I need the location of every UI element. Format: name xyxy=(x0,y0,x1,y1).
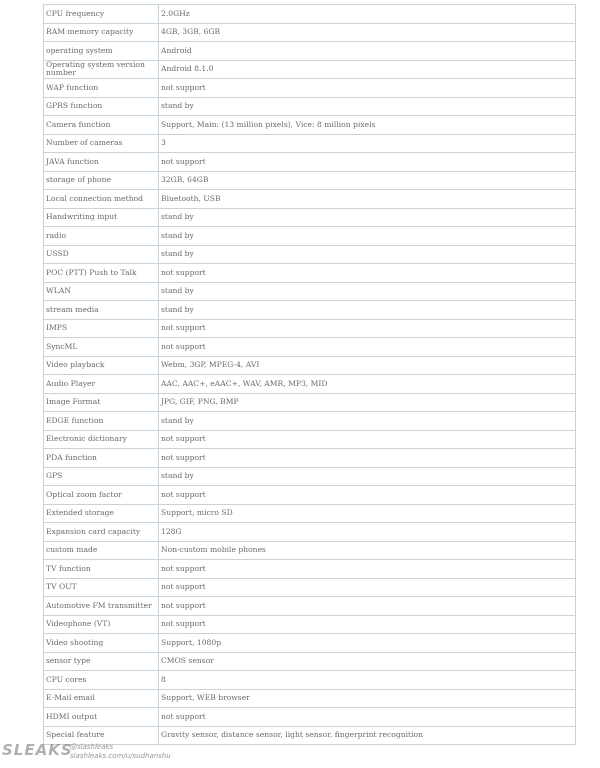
spec-label: USSD xyxy=(44,245,159,264)
spec-label: Handwriting input xyxy=(44,208,159,227)
spec-value: Support, WEB browser xyxy=(159,689,576,708)
spec-label: Image Format xyxy=(44,393,159,412)
spec-row xyxy=(44,153,576,172)
spec-value: not support xyxy=(159,597,576,616)
spec-label: GPRS function xyxy=(44,97,159,116)
spec-value: not support xyxy=(159,615,576,634)
spec-label: WLAN xyxy=(44,282,159,301)
spec-label: Expansion card capacity xyxy=(44,523,159,542)
spec-row xyxy=(44,134,576,153)
spec-value: stand by xyxy=(159,467,576,486)
spec-label: TV OUT xyxy=(44,578,159,597)
spec-value: Android xyxy=(159,42,576,61)
spec-label: Audio Player xyxy=(44,375,159,394)
spec-value: stand by xyxy=(159,97,576,116)
spec-value: stand by xyxy=(159,208,576,227)
spec-value: JPG, GIF, PNG, BMP xyxy=(159,393,576,412)
spec-row xyxy=(44,634,576,653)
spec-value: Support, Main: (13 million pixels), Vice: 8 million pixels xyxy=(159,116,576,135)
spec-row xyxy=(44,338,576,357)
spec-value: 8 xyxy=(159,671,576,690)
spec-row xyxy=(44,578,576,597)
spec-value: CMOS sensor xyxy=(159,652,576,671)
spec-row xyxy=(44,449,576,468)
spec-value: Bluetooth, USB xyxy=(159,190,576,209)
spec-value: 3 xyxy=(159,134,576,153)
spec-row xyxy=(44,171,576,190)
spec-label: EDGE function xyxy=(44,412,159,431)
spec-value: not support xyxy=(159,449,576,468)
spec-row xyxy=(44,597,576,616)
spec-value: not support xyxy=(159,338,576,357)
spec-value: Gravity sensor, distance sensor, light sensor, fingerprint recognition xyxy=(159,726,576,745)
spec-value: Support, micro SD xyxy=(159,504,576,523)
spec-row xyxy=(44,264,576,283)
spec-row xyxy=(44,23,576,42)
spec-label: Automotive FM transmitter xyxy=(44,597,159,616)
spec-label: custom made xyxy=(44,541,159,560)
spec-value: not support xyxy=(159,708,576,727)
spec-row xyxy=(44,615,576,634)
spec-label: Videophone (VT) xyxy=(44,615,159,634)
watermark-logo: SLEAKS xyxy=(2,741,73,759)
spec-label: Electronic dictionary xyxy=(44,430,159,449)
spec-row xyxy=(44,227,576,246)
spec-value: Non-custom mobile phones xyxy=(159,541,576,560)
spec-label: IMPS xyxy=(44,319,159,338)
spec-row xyxy=(44,79,576,98)
spec-label: operating system xyxy=(44,42,159,61)
spec-value: 128G xyxy=(159,523,576,542)
spec-label: PDA function xyxy=(44,449,159,468)
spec-row xyxy=(44,671,576,690)
spec-value: stand by xyxy=(159,301,576,320)
spec-value: stand by xyxy=(159,227,576,246)
spec-value: stand by xyxy=(159,245,576,264)
spec-value: not support xyxy=(159,578,576,597)
spec-label: JAVA function xyxy=(44,153,159,172)
spec-label: Video shooting xyxy=(44,634,159,653)
spec-label: POC (PTT) Push to Talk xyxy=(44,264,159,283)
spec-value: AAC, AAC+, eAAC+, WAV, AMR, MP3, MID xyxy=(159,375,576,394)
spec-table xyxy=(43,4,576,745)
spec-row xyxy=(44,504,576,523)
spec-value: not support xyxy=(159,153,576,172)
spec-row xyxy=(44,301,576,320)
spec-label: sensor type xyxy=(44,652,159,671)
spec-value: stand by xyxy=(159,282,576,301)
spec-value: not support xyxy=(159,560,576,579)
spec-label: storage of phone xyxy=(44,171,159,190)
spec-value: Webm, 3GP, MPEG-4, AVI xyxy=(159,356,576,375)
spec-label: GPS xyxy=(44,467,159,486)
spec-label: TV function xyxy=(44,560,159,579)
spec-row xyxy=(44,523,576,542)
spec-label: stream media xyxy=(44,301,159,320)
spec-row xyxy=(44,726,576,745)
spec-label: Number of cameras xyxy=(44,134,159,153)
spec-value: not support xyxy=(159,486,576,505)
spec-row xyxy=(44,282,576,301)
spec-row xyxy=(44,319,576,338)
spec-label: Video playback xyxy=(44,356,159,375)
spec-label: radio xyxy=(44,227,159,246)
spec-row xyxy=(44,560,576,579)
spec-label: Special feature xyxy=(44,726,159,745)
spec-row xyxy=(44,689,576,708)
spec-row xyxy=(44,245,576,264)
spec-value: not support xyxy=(159,264,576,283)
spec-label: WAP function xyxy=(44,79,159,98)
spec-row xyxy=(44,60,576,79)
spec-label: Local connection method xyxy=(44,190,159,209)
spec-row xyxy=(44,467,576,486)
watermark-url: slashleaks.com/u/sudhanshu xyxy=(70,752,171,760)
spec-label: E-Mail email xyxy=(44,689,159,708)
spec-value: not support xyxy=(159,79,576,98)
watermark-handle: @slashleaks xyxy=(70,743,114,751)
spec-row xyxy=(44,708,576,727)
spec-label: RAM memory capacity xyxy=(44,23,159,42)
spec-row xyxy=(44,652,576,671)
spec-row xyxy=(44,393,576,412)
spec-label: Camera function xyxy=(44,116,159,135)
spec-value: stand by xyxy=(159,412,576,431)
spec-label: HDMI output xyxy=(44,708,159,727)
spec-row xyxy=(44,412,576,431)
spec-value: not support xyxy=(159,430,576,449)
spec-row xyxy=(44,190,576,209)
spec-value: 4GB, 3GB, 6GB xyxy=(159,23,576,42)
spec-row xyxy=(44,97,576,116)
spec-row xyxy=(44,5,576,24)
spec-value: 2.0GHz xyxy=(159,5,576,24)
spec-row xyxy=(44,541,576,560)
spec-row xyxy=(44,42,576,61)
spec-value: Android 8.1.0 xyxy=(159,60,576,79)
spec-row xyxy=(44,356,576,375)
spec-row xyxy=(44,208,576,227)
spec-row xyxy=(44,375,576,394)
spec-sheet xyxy=(43,4,574,745)
spec-label: Operating system version number xyxy=(44,60,159,79)
spec-label: CPU cores xyxy=(44,671,159,690)
spec-value: not support xyxy=(159,319,576,338)
spec-value: Support, 1080p xyxy=(159,634,576,653)
spec-label: SyncML xyxy=(44,338,159,357)
spec-row xyxy=(44,116,576,135)
spec-row xyxy=(44,430,576,449)
spec-label: Extended storage xyxy=(44,504,159,523)
spec-label: Optical zoom factor xyxy=(44,486,159,505)
spec-label: CPU frequency xyxy=(44,5,159,24)
spec-value: 32GB, 64GB xyxy=(159,171,576,190)
spec-row xyxy=(44,486,576,505)
spec-table-body xyxy=(44,5,576,745)
